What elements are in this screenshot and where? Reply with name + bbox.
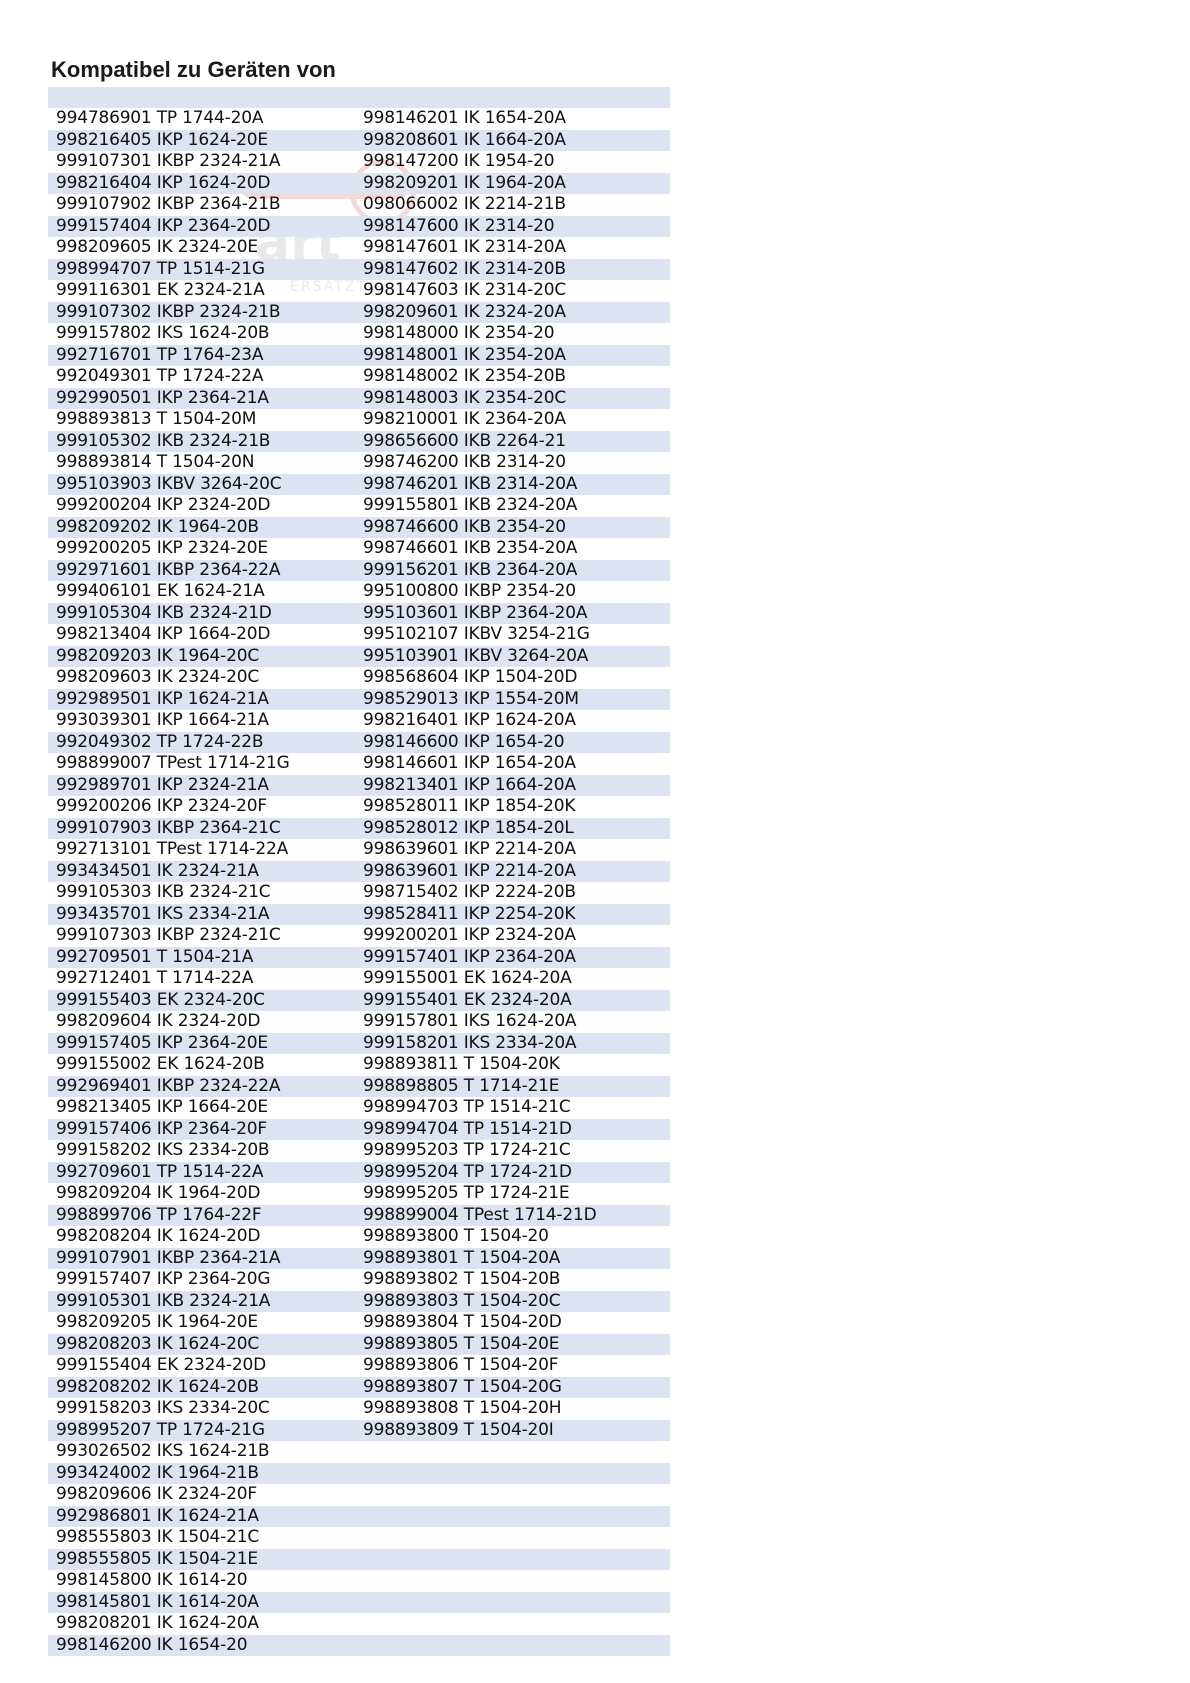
model-cell-left: 999157802 IKS 1624-20B <box>56 323 270 343</box>
model-cell-right: 998147601 IK 2314-20A <box>363 237 566 257</box>
table-row <box>48 495 670 517</box>
model-cell-right: 998995203 TP 1724-21C <box>363 1140 571 1160</box>
table-row <box>48 646 670 668</box>
table-row <box>48 474 670 496</box>
model-cell-left: 999200204 IKP 2324-20D <box>56 495 271 515</box>
model-cell-right: 998639601 IKP 2214-20A <box>363 860 576 881</box>
table-row <box>48 1398 670 1420</box>
model-cell-right: 998746600 IKB 2354-20 <box>363 516 566 537</box>
model-cell-left: 998208202 IK 1624-20B <box>56 1376 259 1397</box>
table-row <box>48 1269 670 1291</box>
table-row <box>48 1613 670 1635</box>
table-row <box>48 925 670 947</box>
model-cell-right: 998656600 IKB 2264-21 <box>363 430 566 451</box>
model-cell-left: 992712401 T 1714-22A <box>56 968 254 988</box>
model-cell-right <box>361 1570 670 1592</box>
model-cell-right: 995100800 IKBP 2354-20 <box>363 581 576 601</box>
model-cell-left: 992986801 IK 1624-21A <box>56 1505 259 1526</box>
table-row <box>48 409 670 431</box>
model-cell-left: 999105304 IKB 2324-21D <box>56 602 272 623</box>
table-row <box>48 173 670 195</box>
table-row <box>48 1076 670 1098</box>
model-cell-right <box>361 1613 670 1635</box>
model-cell-right: 998715402 IKP 2224-20B <box>363 882 576 902</box>
model-cell-right: 998746200 IKB 2314-20 <box>363 452 566 472</box>
table-row <box>48 345 670 367</box>
model-cell-right: 995103601 IKBP 2364-20A <box>363 602 588 623</box>
table-row <box>48 1140 670 1162</box>
table-row <box>48 216 670 238</box>
table-row <box>48 431 670 453</box>
model-cell-left: 998994707 TP 1514-21G <box>56 258 265 279</box>
model-cell-right: 998639601 IKP 2214-20A <box>363 839 576 859</box>
model-cell-left: 998209604 IK 2324-20D <box>56 1011 261 1031</box>
model-cell-left: 999105301 IKB 2324-21A <box>56 1290 271 1311</box>
model-cell-left: 998555803 IK 1504-21C <box>56 1527 260 1547</box>
model-cell-left: 993026502 IKS 1624-21B <box>56 1441 270 1461</box>
model-cell-left: 998209203 IK 1964-20C <box>56 645 260 666</box>
model-cell-right: 998746601 IKB 2354-20A <box>363 538 578 558</box>
model-cell-left: 999200205 IKP 2324-20E <box>56 538 268 558</box>
table-row <box>48 1054 670 1076</box>
model-cell-left: 999155002 EK 1624-20B <box>56 1054 265 1074</box>
model-cell-left: 993039301 IKP 1664-21A <box>56 710 269 730</box>
model-cell-right: 998893808 T 1504-20H <box>363 1398 562 1418</box>
model-cell-right: 998893806 T 1504-20F <box>363 1355 559 1375</box>
table-row <box>48 710 670 732</box>
table-row <box>48 1592 670 1614</box>
model-cell-left: 999107901 IKBP 2364-21A <box>56 1247 281 1268</box>
model-cell-left: 998216404 IKP 1624-20D <box>56 172 271 193</box>
table-row <box>48 667 670 689</box>
table-row <box>48 1441 670 1463</box>
table-row <box>48 904 670 926</box>
model-cell-left: 999116301 EK 2324-21A <box>56 280 265 300</box>
model-cell-right <box>361 1527 670 1549</box>
model-cell-right: 998893800 T 1504-20 <box>363 1226 549 1246</box>
model-cell-right: 998893807 T 1504-20G <box>363 1376 562 1397</box>
table-row <box>48 280 670 302</box>
model-cell-left: 999406101 EK 1624-21A <box>56 581 265 601</box>
model-cell-right: 998893805 T 1504-20E <box>363 1333 560 1354</box>
table-row <box>48 1226 670 1248</box>
table-row <box>48 1506 670 1528</box>
model-cell-right: 998994703 TP 1514-21C <box>363 1097 571 1117</box>
model-cell-left: 998899706 TP 1764-22F <box>56 1204 262 1225</box>
model-cell-right: 998216401 IKP 1624-20A <box>363 710 576 730</box>
model-cell-right: 995102107 IKBV 3254-21G <box>363 624 590 644</box>
model-cell-right: 999155401 EK 2324-20A <box>363 989 572 1010</box>
watermark-word: art <box>255 213 341 273</box>
table-row <box>48 1527 670 1549</box>
model-cell-right <box>361 1441 670 1463</box>
table-row <box>48 259 670 281</box>
table-row <box>48 560 670 582</box>
table-row <box>48 1205 670 1227</box>
model-cell-left: 992969401 IKBP 2324-22A <box>56 1075 281 1096</box>
table-row <box>48 1119 670 1141</box>
model-cell-left: 993424002 IK 1964-21B <box>56 1462 259 1483</box>
model-cell-left: 992709501 T 1504-21A <box>56 946 254 967</box>
table-row <box>48 1570 670 1592</box>
model-cell-left: 998208201 IK 1624-20A <box>56 1613 259 1633</box>
table-body <box>48 108 670 1656</box>
table-row <box>48 1312 670 1334</box>
model-cell-left: 998209605 IK 2324-20E <box>56 237 258 257</box>
table-row <box>48 237 670 259</box>
model-cell-right: 998146601 IKP 1654-20A <box>363 753 576 773</box>
model-cell-right <box>361 1463 670 1485</box>
table-row <box>48 1377 670 1399</box>
model-cell-left: 998146200 IK 1654-20 <box>56 1634 248 1655</box>
model-cell-left: 995103903 IKBV 3264-20C <box>56 473 282 494</box>
model-cell-right: 998746201 IKB 2314-20A <box>363 473 578 494</box>
model-cell-right: 998147603 IK 2314-20C <box>363 280 567 300</box>
model-cell-right: 998568604 IKP 1504-20D <box>363 667 578 687</box>
model-cell-right: 998148003 IK 2354-20C <box>363 387 567 408</box>
model-cell-right <box>361 1484 670 1506</box>
model-cell-left: 998893814 T 1504-20N <box>56 452 255 472</box>
model-cell-left: 992049301 TP 1724-22A <box>56 366 264 386</box>
model-cell-left: 992971601 IKBP 2364-22A <box>56 559 281 580</box>
model-cell-right: 998995205 TP 1724-21E <box>363 1183 570 1203</box>
model-cell-right: 998146201 IK 1654-20A <box>363 108 566 128</box>
model-cell-right: 998898805 T 1714-21E <box>363 1075 560 1096</box>
table-row <box>48 861 670 883</box>
table-row <box>48 1097 670 1119</box>
table-row <box>48 839 670 861</box>
model-cell-right: 998147600 IK 2314-20 <box>363 215 555 236</box>
model-cell-left: 999157404 IKP 2364-20D <box>56 215 271 236</box>
table-row <box>48 1484 670 1506</box>
model-cell-right: 998148002 IK 2354-20B <box>363 366 566 386</box>
table-row <box>48 1248 670 1270</box>
model-cell-right: 998210001 IK 2364-20A <box>363 409 566 429</box>
table-row <box>48 990 670 1012</box>
table-row <box>48 366 670 388</box>
model-cell-left: 999157405 IKP 2364-20E <box>56 1032 268 1053</box>
model-cell-left: 999200206 IKP 2324-20F <box>56 796 267 816</box>
table-row <box>48 1183 670 1205</box>
model-cell-right: 998893804 T 1504-20D <box>363 1312 562 1332</box>
model-cell-right: 998529013 IKP 1554-20M <box>363 688 579 709</box>
model-cell-right: 998213401 IKP 1664-20A <box>363 774 576 795</box>
model-cell-left: 992709601 TP 1514-22A <box>56 1161 264 1182</box>
model-cell-left: 998213405 IKP 1664-20E <box>56 1097 268 1117</box>
model-cell-left: 998899007 TPest 1714-21G <box>56 753 290 773</box>
model-cell-left: 992049302 TP 1724-22B <box>56 731 264 752</box>
table-row <box>48 818 670 840</box>
model-cell-left: 992990501 IKP 2364-21A <box>56 387 269 408</box>
model-cell-right: 998147200 IK 1954-20 <box>363 151 555 171</box>
compatibility-table <box>48 87 670 1656</box>
model-cell-right: 995103901 IKBV 3264-20A <box>363 645 589 666</box>
model-cell-right: 998899004 TPest 1714-21D <box>363 1204 597 1225</box>
model-cell-left: 998216405 IKP 1624-20E <box>56 129 268 150</box>
table-row <box>48 194 670 216</box>
table-row <box>48 517 670 539</box>
table-row <box>48 753 670 775</box>
model-cell-left: 999107902 IKBP 2364-21B <box>56 194 281 214</box>
table-row <box>48 1033 670 1055</box>
model-cell-right: 998147602 IK 2314-20B <box>363 258 566 279</box>
table-row <box>48 151 670 173</box>
table-row <box>48 624 670 646</box>
model-cell-right: 999156201 IKB 2364-20A <box>363 559 578 580</box>
model-cell-left: 999158203 IKS 2334-20C <box>56 1398 270 1418</box>
model-cell-right: 998528011 IKP 1854-20K <box>363 796 576 816</box>
model-cell-left: 992989501 IKP 1624-21A <box>56 688 269 709</box>
page-title: Kompatibel zu Geräten von <box>51 57 336 82</box>
model-cell-right: 998893811 T 1504-20K <box>363 1054 560 1074</box>
table-row <box>48 130 670 152</box>
model-cell-right: 998995204 TP 1724-21D <box>363 1161 572 1182</box>
model-cell-right: 998209601 IK 2324-20A <box>363 301 566 322</box>
table-row <box>48 1420 670 1442</box>
model-cell-left: 999105302 IKB 2324-21B <box>56 430 271 451</box>
table-row <box>48 1011 670 1033</box>
model-cell-left: 998213404 IKP 1664-20D <box>56 624 271 644</box>
model-cell-left: 998145800 IK 1614-20 <box>56 1570 248 1590</box>
model-cell-left: 998555805 IK 1504-21E <box>56 1548 258 1569</box>
model-cell-right: 998528411 IKP 2254-20K <box>363 903 576 924</box>
model-cell-left: 993434501 IK 2324-21A <box>56 860 259 881</box>
model-cell-left: 998995207 TP 1724-21G <box>56 1419 265 1440</box>
model-cell-left: 998209202 IK 1964-20B <box>56 516 259 537</box>
table-row <box>48 108 670 130</box>
model-cell-right: 999155001 EK 1624-20A <box>363 968 572 988</box>
model-cell-left: 999105303 IKB 2324-21C <box>56 882 271 902</box>
table-row <box>48 796 670 818</box>
model-cell-right: 998893801 T 1504-20A <box>363 1247 561 1268</box>
model-cell-right: 999157401 IKP 2364-20A <box>363 946 576 967</box>
model-cell-left: 999107903 IKBP 2364-21C <box>56 817 281 838</box>
table-row <box>48 1635 670 1657</box>
model-cell-left: 999157407 IKP 2364-20G <box>56 1269 271 1289</box>
table-row <box>48 1549 670 1571</box>
watermark-subtext: ERSATZT <box>290 279 367 295</box>
model-cell-left: 998208204 IK 1624-20D <box>56 1226 261 1246</box>
model-cell-right: 998148000 IK 2354-20 <box>363 323 555 343</box>
model-cell-left: 992713101 TPest 1714-22A <box>56 839 289 859</box>
model-cell-left: 998893813 T 1504-20M <box>56 409 257 429</box>
table-row <box>48 452 670 474</box>
model-cell-left: 999157406 IKP 2364-20F <box>56 1118 267 1139</box>
model-cell-left: 998145801 IK 1614-20A <box>56 1591 259 1612</box>
model-cell-right: 998528012 IKP 1854-20L <box>363 817 574 838</box>
table-row <box>48 732 670 754</box>
model-cell-right <box>361 1549 670 1571</box>
table-row <box>48 603 670 625</box>
table-row <box>48 882 670 904</box>
model-cell-left: 998208203 IK 1624-20C <box>56 1333 260 1354</box>
model-cell-right: 998209201 IK 1964-20A <box>363 172 566 193</box>
model-cell-right: 999155801 IKB 2324-20A <box>363 495 578 515</box>
model-cell-right: 999200201 IKP 2324-20A <box>363 925 576 945</box>
table-row <box>48 1162 670 1184</box>
model-cell-left: 999107301 IKBP 2324-21A <box>56 151 281 171</box>
model-cell-right: 998893809 T 1504-20I <box>363 1419 554 1440</box>
table-row <box>48 968 670 990</box>
model-cell-right: 998208601 IK 1664-20A <box>363 129 566 150</box>
model-cell-right: 999158201 IKS 2334-20A <box>363 1032 577 1053</box>
model-cell-right: 998893803 T 1504-20C <box>363 1290 561 1311</box>
table-row <box>48 1355 670 1377</box>
table-row <box>48 302 670 324</box>
table-row <box>48 775 670 797</box>
model-cell-left: 994786901 TP 1744-20A <box>56 108 264 128</box>
model-cell-right <box>361 1635 670 1657</box>
table-header-band <box>48 87 670 108</box>
table-row <box>48 947 670 969</box>
model-cell-right <box>361 1592 670 1614</box>
table-row <box>48 323 670 345</box>
model-cell-left: 998209606 IK 2324-20F <box>56 1484 257 1504</box>
model-cell-left: 998209603 IK 2324-20C <box>56 667 260 687</box>
table-row <box>48 388 670 410</box>
model-cell-right: 998146600 IKP 1654-20 <box>363 731 565 752</box>
table-row <box>48 1291 670 1313</box>
table-row <box>48 1463 670 1485</box>
model-cell-right: 098066002 IK 2214-21B <box>363 194 566 214</box>
table-row <box>48 689 670 711</box>
model-cell-left: 992716701 TP 1764-23A <box>56 344 264 365</box>
model-cell-left: 993435701 IKS 2334-21A <box>56 903 270 924</box>
model-cell-left: 999107302 IKBP 2324-21B <box>56 301 281 322</box>
model-cell-left: 999155404 EK 2324-20D <box>56 1355 266 1375</box>
model-cell-right: 998148001 IK 2354-20A <box>363 344 566 365</box>
model-cell-right: 998893802 T 1504-20B <box>363 1269 561 1289</box>
model-cell-left: 999155403 EK 2324-20C <box>56 989 265 1010</box>
table-row <box>48 1334 670 1356</box>
model-cell-left: 998209204 IK 1964-20D <box>56 1183 261 1203</box>
model-cell-left: 998209205 IK 1964-20E <box>56 1312 258 1332</box>
table-row <box>48 538 670 560</box>
table-row <box>48 581 670 603</box>
model-cell-right: 998994704 TP 1514-21D <box>363 1118 572 1139</box>
model-cell-right <box>361 1506 670 1528</box>
model-cell-left: 999158202 IKS 2334-20B <box>56 1140 270 1160</box>
model-cell-left: 992989701 IKP 2324-21A <box>56 774 269 795</box>
model-cell-left: 999107303 IKBP 2324-21C <box>56 925 281 945</box>
model-cell-right: 999157801 IKS 1624-20A <box>363 1011 577 1031</box>
